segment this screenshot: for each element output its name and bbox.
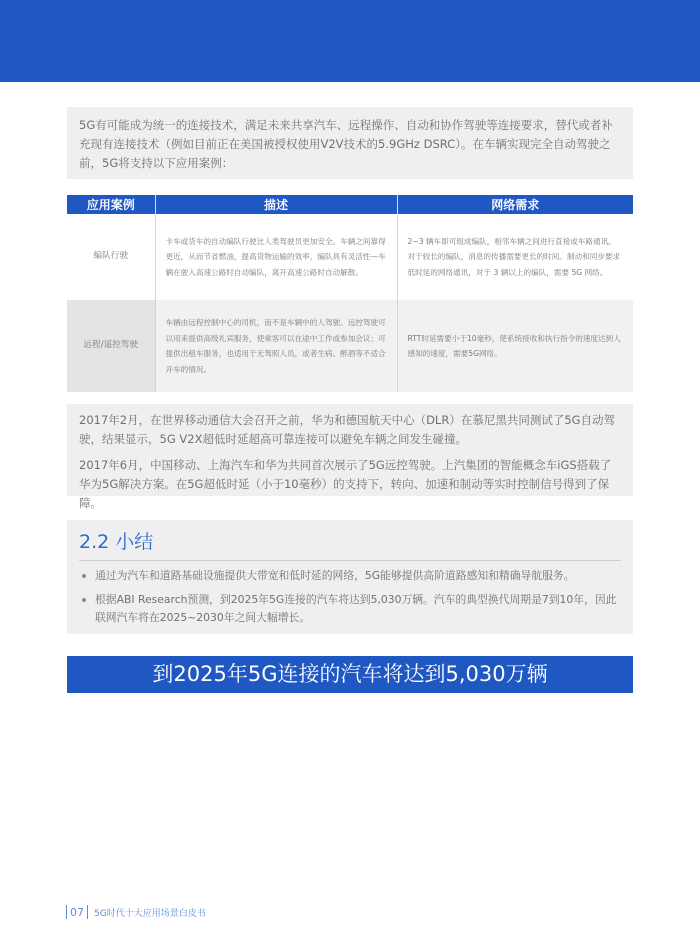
- summary-bullet: [79, 567, 621, 585]
- table-row: [67, 214, 633, 300]
- intro-paragraph: 5G有可能成为统一的连接技术，满足未来共享汽车、远程操作、自动和协作驾驶等连接要求，替代或者补充现有连接技术（例如目前正在美国被授权使用V2V技术的5.9GHz DSRC）。在车辆实现完全自动驾驶之前，5G将支持以下应用案例：: [67, 107, 633, 179]
- footer-title: 5G时代十大应用场景白皮书: [94, 908, 206, 919]
- table-header-row: [67, 195, 633, 214]
- cell-network: RTT时延需要小于10毫秒，使系统接收和执行指令的速度达到人感知的速度，需要5G网络。: [397, 300, 633, 392]
- header-network-requirement: 网络需求: [397, 195, 633, 214]
- summary-bullet-text: 根据ABI Research预测，到2025年5G连接的汽车将达到5,030万辆。汽车的典型换代周期是7到10年，因此联网汽车将在2025~2030年之间大幅增长。: [95, 593, 617, 624]
- header-use-case: 应用案例: [67, 195, 155, 214]
- news-section: [67, 404, 633, 510]
- use-case-table: [67, 195, 633, 392]
- page-footer: [66, 905, 206, 919]
- news-paragraph: 2017年6月，中国移动、上海汽车和华为共同首次展示了5G远控驾驶。上汽集团的智能概念车iGS搭载了华为5G解决方案。在5G超低时延（小于10毫秒）的支持下，转向、加速和制动等实时控制信号得到了保障。: [79, 458, 612, 510]
- footer-divider: [66, 905, 67, 919]
- summary-bullet: [79, 591, 621, 627]
- summary-title: 2.2 小结: [79, 531, 154, 553]
- cell-use-case: 远程/遥控驾驶: [67, 300, 155, 392]
- cell-network: 2~3 辆车即可组成编队，相邻车辆之间进行直接或车路通讯。对于较长的编队，消息的传播需要更长的时间。制动和同步要求低时延的网络通讯，对于 3 辆以上的编队，需要 5G 网络。: [397, 214, 633, 300]
- footer-divider: [87, 905, 88, 919]
- cell-description: 车辆由远程控制中心的司机，而不是车辆中的人驾驶。远控驾驶可以用来提供高级礼宾服务，使乘客可以在途中工作或参加会议；可提供出租车服务，也适用于无驾照人员，或者生病、醉酒等不适合开车的情况。: [155, 300, 397, 392]
- highlight-banner: 到2025年5G连接的汽车将达到5,030万辆: [67, 656, 633, 693]
- table-row: [67, 300, 633, 392]
- bullet-dot-icon: [82, 598, 86, 602]
- header-band: [0, 0, 700, 82]
- header-description: 描述: [155, 195, 397, 214]
- summary-bullet-text: 通过为汽车和道路基础设施提供大带宽和低时延的网络，5G能够提供高阶道路感知和精确导航服务。: [95, 569, 575, 582]
- summary-divider: [79, 560, 621, 561]
- summary-section: [67, 520, 633, 634]
- cell-description: 卡车或货车的自动编队行驶比人类驾驶员更加安全。车辆之间靠得更近，从而节省燃油，提高货物运输的效率，编队具有灵活性—车辆在驶入高速公路时自动编队，离开高速公路时自动解散。: [155, 214, 397, 300]
- cell-use-case: 编队行驶: [67, 214, 155, 300]
- page-number: 07: [70, 905, 84, 919]
- bullet-dot-icon: [82, 574, 86, 578]
- news-paragraph: 2017年2月，在世界移动通信大会召开之前，华为和德国航天中心（DLR）在慕尼黑共同测试了5G自动驾驶，结果显示，5G V2X超低时延超高可靠连接可以避免车辆之间发生碰撞。: [79, 413, 616, 446]
